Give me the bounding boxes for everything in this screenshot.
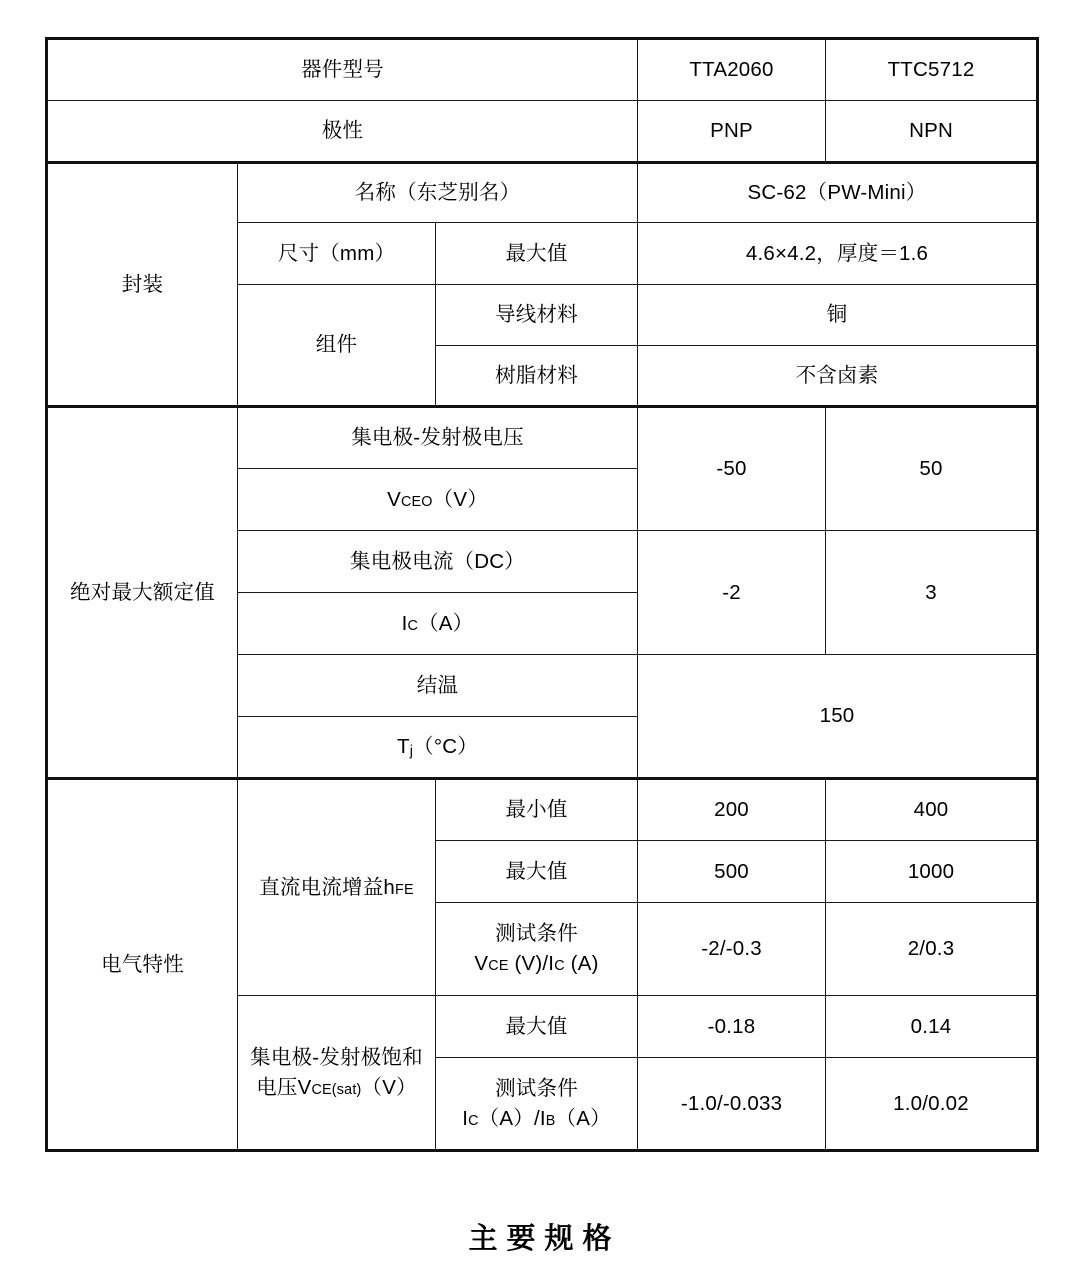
hfe-label-subscript: FE [395, 881, 414, 898]
vcesat-label-prefix: 电压V [256, 1075, 312, 1099]
package-name-label: 名称（东芝别名） [238, 163, 638, 223]
package-dimension-sublabel: 最大值 [436, 223, 638, 285]
hfe-condition-ic-unit: (A) [564, 952, 599, 975]
vcesat-condition-label [436, 1058, 638, 1151]
vcesat-label-unit: （V） [361, 1075, 417, 1099]
hfe-max-pnp-value: 500 [638, 841, 826, 903]
hfe-min-pnp-value: 200 [638, 779, 826, 841]
package-dimension-label: 尺寸（mm） [238, 223, 436, 285]
package-wire-value: 铜 [638, 285, 1038, 346]
vceo-symbol-prefix: V [387, 487, 401, 511]
vcesat-max-pnp-value: -0.18 [638, 996, 826, 1058]
tj-label: 结温 [238, 655, 638, 717]
vcesat-max-label: 最大值 [436, 996, 638, 1058]
vcesat-condition-mid: （A）/I [478, 1106, 546, 1130]
polarity-npn-value: NPN [826, 101, 1038, 163]
table-row-hfe-min [47, 779, 1038, 841]
section-label-electrical: 电气特性 [47, 779, 238, 1151]
section-label-package: 封装 [47, 163, 238, 407]
tj-symbol-prefix: T [397, 734, 410, 758]
package-component-label: 组件 [238, 285, 436, 407]
ic-npn-value: 3 [826, 531, 1038, 655]
table-row-vceo-name [47, 407, 1038, 469]
ic-pnp-value: -2 [638, 531, 826, 655]
vceo-npn-value: 50 [826, 407, 1038, 531]
section-label-absolute-max: 绝对最大额定值 [47, 407, 238, 779]
polarity-pnp-value: PNP [638, 101, 826, 163]
hfe-condition-label [436, 903, 638, 996]
vcesat-condition-unit: （A） [555, 1106, 611, 1130]
hfe-min-label: 最小值 [436, 779, 638, 841]
table-row-package-name [47, 163, 1038, 223]
vcesat-condition-ic-subscript: C [468, 1112, 479, 1129]
vcesat-condition-npn-value: 1.0/0.02 [826, 1058, 1038, 1151]
package-resin-sublabel: 树脂材料 [436, 346, 638, 407]
figure-caption: 主要规格 [468, 1223, 621, 1255]
vcesat-label-subscript: CE(sat) [311, 1081, 362, 1098]
package-wire-sublabel: 导线材料 [436, 285, 638, 346]
vcesat-condition-title: 测试条件 [495, 1076, 578, 1100]
vcesat-label-line1: 集电极-发射极饱和 [250, 1045, 423, 1069]
tj-symbol [238, 717, 638, 779]
hfe-condition-pnp-value: -2/-0.3 [638, 903, 826, 996]
hfe-max-label: 最大值 [436, 841, 638, 903]
device-type-label: 器件型号 [47, 39, 638, 101]
vcesat-max-npn-value: 0.14 [826, 996, 1038, 1058]
ic-label: 集电极电流（DC） [238, 531, 638, 593]
hfe-max-npn-value: 1000 [826, 841, 1038, 903]
vcesat-condition-ic-prefix: I [462, 1106, 469, 1130]
vceo-pnp-value: -50 [638, 407, 826, 531]
vcesat-condition-ib-subscript: B [545, 1112, 556, 1129]
hfe-condition-vce-subscript: CE [488, 958, 509, 974]
tj-symbol-unit: （°C） [413, 734, 478, 758]
package-name-value: SC-62（PW-Mini） [638, 163, 1038, 223]
table-row-device-type [47, 39, 1038, 101]
hfe-condition-mid: (V)/I [508, 952, 555, 975]
tj-value: 150 [638, 655, 1038, 779]
hfe-min-npn-value: 400 [826, 779, 1038, 841]
ic-symbol-subscript: C [407, 617, 419, 634]
hfe-condition-vce-prefix: V [474, 952, 489, 975]
vceo-symbol-unit: （V） [432, 487, 488, 511]
ic-symbol-prefix: I [401, 611, 408, 635]
ic-symbol-unit: （A） [418, 611, 474, 635]
package-dimension-value: 4.6×4.2，厚度＝1.6 [638, 223, 1038, 285]
package-resin-value: 不含卤素 [638, 346, 1038, 407]
vceo-symbol-subscript: CEO [400, 493, 433, 510]
ic-symbol [238, 593, 638, 655]
hfe-condition-npn-value: 2/0.3 [826, 903, 1038, 996]
hfe-condition-ic-subscript: C [554, 958, 565, 974]
table-row-polarity [47, 101, 1038, 163]
vcesat-condition-pnp-value: -1.0/-0.033 [638, 1058, 826, 1151]
hfe-condition-title: 测试条件 [495, 922, 578, 946]
hfe-label-prefix: 直流电流增益h [259, 875, 396, 899]
vceo-label: 集电极-发射极电压 [238, 407, 638, 469]
vcesat-label [238, 996, 436, 1151]
tj-symbol-subscript: j [409, 743, 414, 760]
device-type-npn-value: TTC5712 [826, 39, 1038, 101]
polarity-label: 极性 [47, 101, 638, 163]
main-specifications-table [45, 37, 1039, 1152]
device-type-pnp-value: TTA2060 [638, 39, 826, 101]
vceo-symbol [238, 469, 638, 531]
hfe-label [238, 779, 436, 996]
